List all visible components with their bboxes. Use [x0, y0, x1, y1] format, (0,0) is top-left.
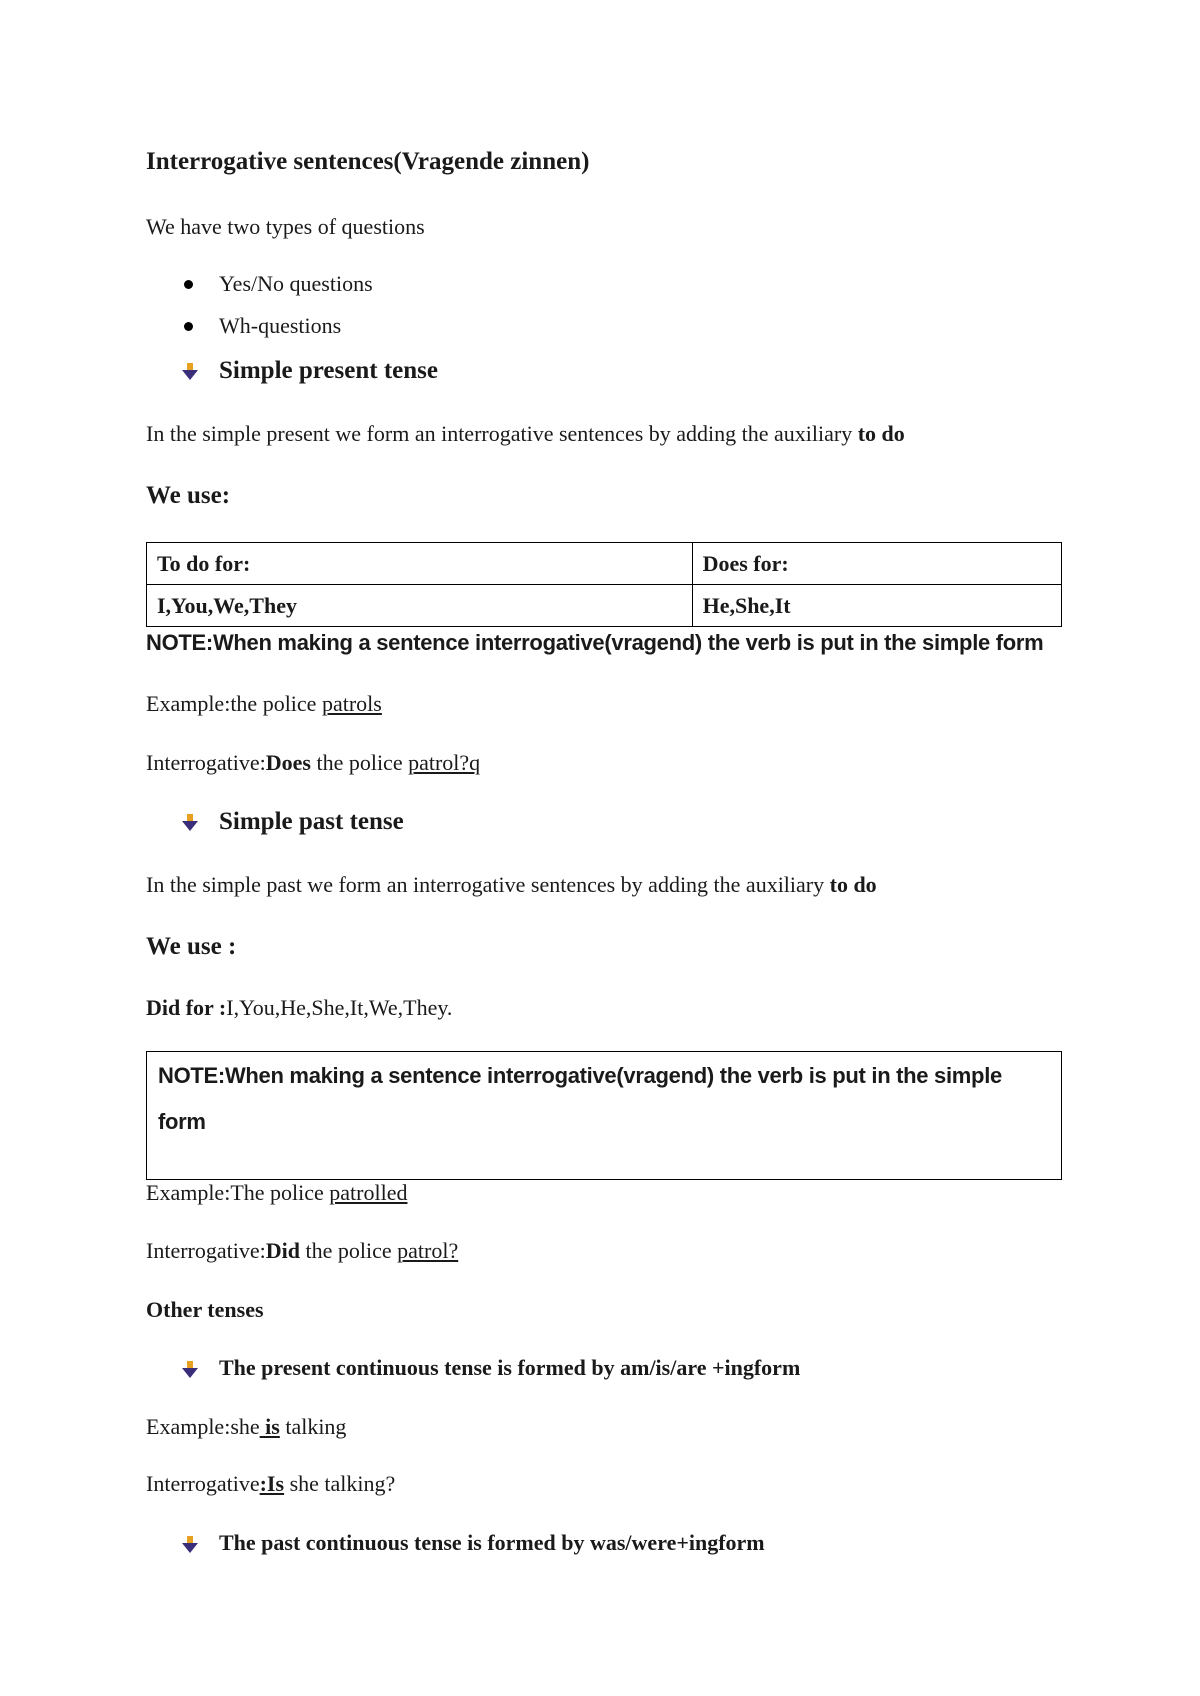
interrogative-label: Interrogative: — [146, 750, 266, 775]
did-for-line — [146, 995, 452, 1021]
bullet-icon — [184, 280, 193, 289]
note-simple-past: NOTE:When making a sentence interrogative(vragend) the verb is put in the simple form — [158, 1063, 1002, 1134]
simple-present-text — [146, 421, 905, 447]
past-continuous-heading: The past continuous tense is formed by was/were+ingform — [219, 1530, 765, 1555]
list-item-wh: Wh-questions — [219, 313, 342, 338]
table-cell: I,You,We,They — [147, 585, 693, 627]
present-continuous-heading: The present continuous tense is formed by am/is/are +ingform — [219, 1355, 801, 1380]
intro-text: We have two types of questions — [146, 214, 425, 239]
simple-past-text — [146, 872, 877, 898]
simple-present-text-body: In the simple present we form an interrogative sentences by adding the auxiliary — [146, 421, 858, 446]
interrogative-simple-past — [146, 1238, 458, 1264]
simple-past-text-body: In the simple past we form an interrogative sentences by adding the auxiliary — [146, 872, 830, 897]
bullet-icon — [184, 322, 193, 331]
example-label: Example: — [146, 691, 231, 716]
table-row — [147, 585, 1062, 627]
table-cell: To do for: — [147, 543, 693, 585]
did-for-label: Did for : — [146, 995, 227, 1020]
interrogative-present-continuous — [146, 1471, 395, 1497]
interrogative-label: Interrogative — [146, 1471, 260, 1496]
simple-past-aux: to do — [829, 872, 877, 897]
we-use-heading-2: We use : — [146, 933, 237, 960]
example-present-continuous — [146, 1414, 346, 1440]
auxiliary-table — [146, 542, 1062, 627]
interrogative-label: Interrogative: — [146, 1238, 266, 1263]
note-box — [146, 1051, 1062, 1180]
example-simple-present — [146, 691, 382, 717]
example-label: Example: — [146, 1414, 231, 1439]
arrow-down-icon — [182, 814, 198, 832]
did-for-pronouns: I,You,He,She,It,We,They. — [226, 995, 453, 1020]
interrogative-text: the police — [310, 750, 409, 775]
page-title: Interrogative sentences(Vragende zinnen) — [146, 148, 590, 175]
note-simple-present: NOTE:When making a sentence interrogative(vragend) the verb is put in the simple form — [146, 630, 1044, 655]
example-verb: patrolled — [329, 1180, 408, 1205]
arrow-down-icon — [182, 1361, 198, 1379]
interrogative-aux: Did — [265, 1238, 300, 1263]
table-row — [147, 543, 1062, 585]
example-verb: patrols — [321, 691, 382, 716]
arrow-down-icon — [182, 1536, 198, 1554]
we-use-heading: We use: — [146, 482, 231, 509]
table-cell: Does for: — [692, 543, 1061, 585]
interrogative-aux: :Is — [259, 1471, 285, 1496]
arrow-down-icon — [182, 363, 198, 381]
section-heading-simple-present: Simple present tense — [219, 357, 438, 384]
interrogative-text: the police — [299, 1238, 398, 1263]
example-label: Example: — [146, 1180, 231, 1205]
example-aux: is — [259, 1414, 280, 1439]
interrogative-simple-present — [146, 750, 480, 776]
example-subject: she — [230, 1414, 260, 1439]
list-item-yes-no: Yes/No questions — [219, 271, 373, 296]
interrogative-verb: patrol? — [397, 1238, 459, 1263]
example-simple-past — [146, 1180, 407, 1206]
interrogative-verb: patrol?q — [408, 750, 481, 775]
example-text: The police — [230, 1180, 330, 1205]
table-cell: He,She,It — [692, 585, 1061, 627]
example-verb: talking — [279, 1414, 347, 1439]
interrogative-text: she talking? — [284, 1471, 396, 1496]
other-tenses-heading: Other tenses — [146, 1297, 264, 1322]
example-text: the police — [230, 691, 322, 716]
simple-present-aux: to do — [857, 421, 905, 446]
section-heading-simple-past: Simple past tense — [219, 808, 404, 835]
interrogative-aux: Does — [265, 750, 311, 775]
